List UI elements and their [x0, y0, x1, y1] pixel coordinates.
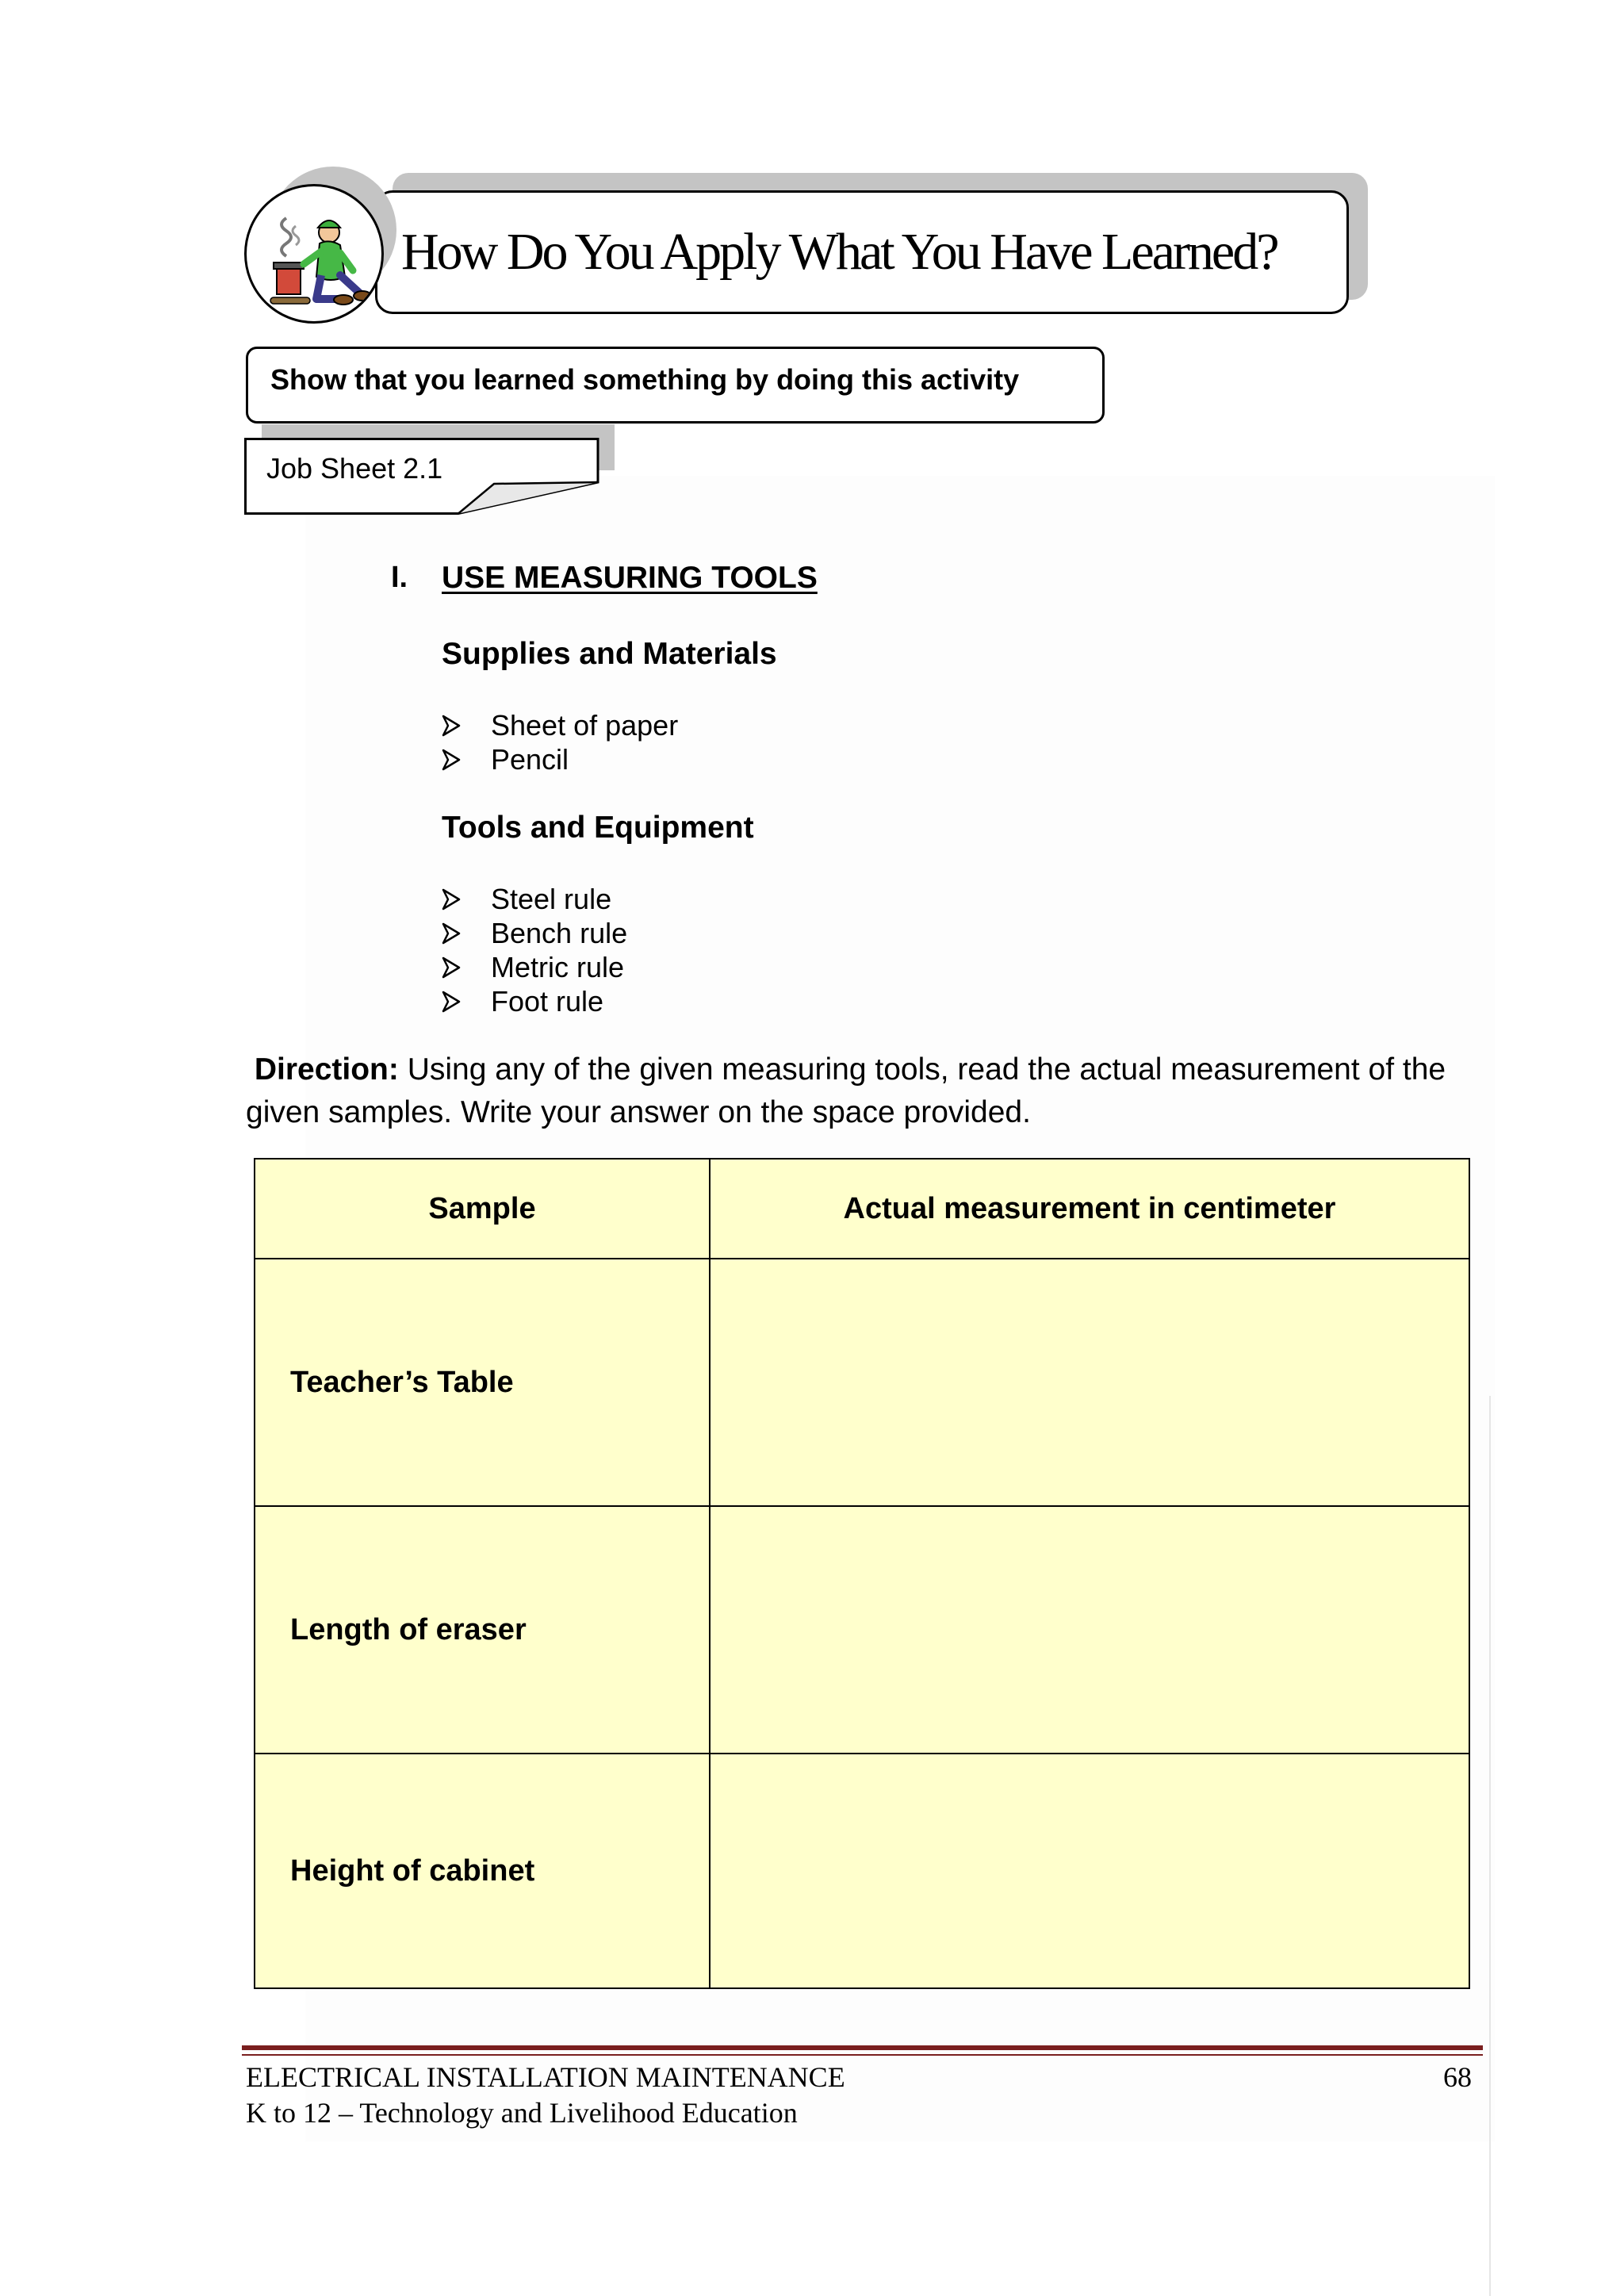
arrowhead-bullet-icon	[442, 991, 461, 1013]
measurement-table	[254, 1158, 1470, 1989]
arrowhead-bullet-icon	[442, 956, 461, 979]
sample-cell: Length of eraser	[255, 1506, 710, 1754]
sample-cell: Height of cabinet	[255, 1754, 710, 1988]
page-edge-line	[1489, 1396, 1491, 2296]
footer-rule-thick	[242, 2045, 1483, 2050]
table-header-row	[255, 1159, 1469, 1259]
logo-circle	[244, 184, 384, 324]
answer-cell[interactable]	[710, 1506, 1469, 1754]
footer-rule-thin	[242, 2054, 1483, 2056]
table-row	[255, 1259, 1469, 1506]
direction-paragraph	[246, 1048, 1479, 1134]
arrowhead-bullet-icon	[442, 749, 461, 771]
footer-course-title: ELECTRICAL INSTALLATION MAINTENANCE	[246, 2061, 845, 2093]
job-sheet-label: Job Sheet 2.1	[266, 452, 443, 485]
instruction-box	[246, 347, 1105, 424]
answer-cell[interactable]	[710, 1754, 1469, 1988]
arrowhead-bullet-icon	[442, 922, 461, 945]
answer-cell[interactable]	[710, 1259, 1469, 1506]
job-sheet-tab	[244, 438, 601, 515]
footer-subtitle: K to 12 – Technology and Livelihood Education	[246, 2097, 798, 2129]
header-box	[375, 190, 1349, 314]
section-title: USE MEASURING TOOLS	[442, 561, 818, 595]
table-row	[255, 1754, 1469, 1988]
supplies-heading: Supplies and Materials	[442, 637, 777, 671]
arrowhead-bullet-icon	[442, 715, 461, 737]
sample-cell: Teacher’s Table	[255, 1259, 710, 1506]
page-title: How Do You Apply What You Have Learned?	[401, 223, 1277, 281]
page-number: 68	[1443, 2061, 1472, 2093]
tools-heading: Tools and Equipment	[442, 811, 754, 845]
kneeling-worker-icon	[247, 186, 384, 324]
instruction-text: Show that you learned something by doing this activity	[270, 363, 1020, 396]
direction-label: Direction:	[254, 1052, 399, 1087]
column-header-sample: Sample	[255, 1159, 710, 1259]
section-number: I.	[391, 561, 408, 594]
table-row	[255, 1506, 1469, 1754]
column-header-measurement: Actual measurement in centimeter	[710, 1159, 1469, 1259]
direction-text: Using any of the given measuring tools, read the actual measurement of the given samples. Write your answer on the space provided.	[246, 1052, 1446, 1129]
arrowhead-bullet-icon	[442, 888, 461, 910]
